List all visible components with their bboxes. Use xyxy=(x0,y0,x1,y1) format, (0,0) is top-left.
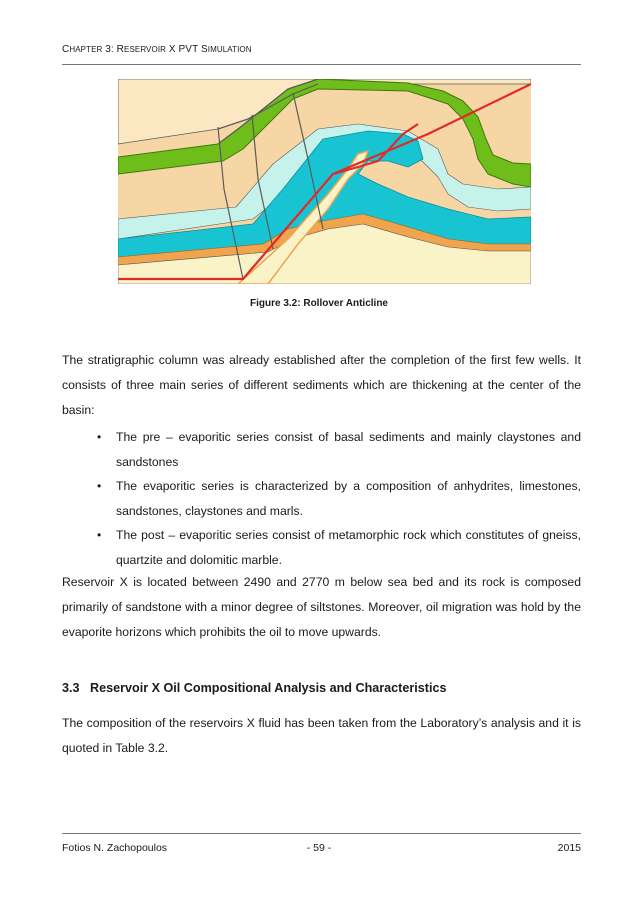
header-3-r: 3: R xyxy=(102,44,125,55)
bullet-icon: • xyxy=(97,430,102,444)
paragraph-stratigraphic-column: The stratigraphic column was already established after the completion of the first few wells. It consists of three main series of different sediments which are thickening at the center of the basin: xyxy=(62,353,581,417)
bullet-text: The evaporitic series is characterized by a composition of anhydrites, limestones, sandstones, claystones and marls. xyxy=(116,479,581,518)
bullet-item-pre-evaporitic xyxy=(62,425,581,474)
footer-rule xyxy=(62,833,581,834)
footer-page-number: - 59 - xyxy=(306,842,332,854)
running-header xyxy=(62,44,252,55)
bullet-item-evaporitic xyxy=(62,474,581,523)
series-bullet-list xyxy=(62,425,581,572)
paragraph-reservoir-location: Reservoir X is located between 2490 and 2770 m below sea bed and its rock is composed primarily of sandstone with a minor degree of siltstones. Moreover, oil migration was hold by the evaporite horizons which prohibits the oil to move upwards. xyxy=(62,575,581,639)
header-eservoir: ESERVOIR xyxy=(124,45,167,54)
bullet-text: The post – evaporitic series consist of metamorphic rock which constitutes of gneiss, quartzite and dolomitic marble. xyxy=(116,528,581,567)
header-imulation: IMULATION xyxy=(207,45,252,54)
header-hapter: HAPTER xyxy=(69,45,103,54)
header-x-pvt-s: X PVT S xyxy=(166,44,208,55)
header-rule xyxy=(62,64,581,65)
section-title: Reservoir X Oil Compositional Analysis and Characteristics xyxy=(90,681,447,695)
bullet-text: The pre – evaporitic series consist of basal sediments and mainly claystones and sandstones xyxy=(116,430,581,469)
bullet-icon: • xyxy=(97,479,102,493)
footer-author: Fotios N. Zachopoulos xyxy=(62,842,168,854)
section-number: 3.3 xyxy=(62,681,80,695)
section-heading xyxy=(62,681,446,695)
header-c: C xyxy=(62,44,70,55)
rollover-anticline-figure xyxy=(118,79,531,284)
bullet-item-post-evaporitic xyxy=(62,523,581,572)
figure-caption: Figure 3.2: Rollover Anticline xyxy=(250,298,388,309)
footer-year: 2015 xyxy=(557,842,581,854)
bullet-icon: • xyxy=(97,528,102,542)
paragraph-composition: The composition of the reservoirs X fluid has been taken from the Laboratory’s analysis and it is quoted in Table 3.2. xyxy=(62,716,581,755)
